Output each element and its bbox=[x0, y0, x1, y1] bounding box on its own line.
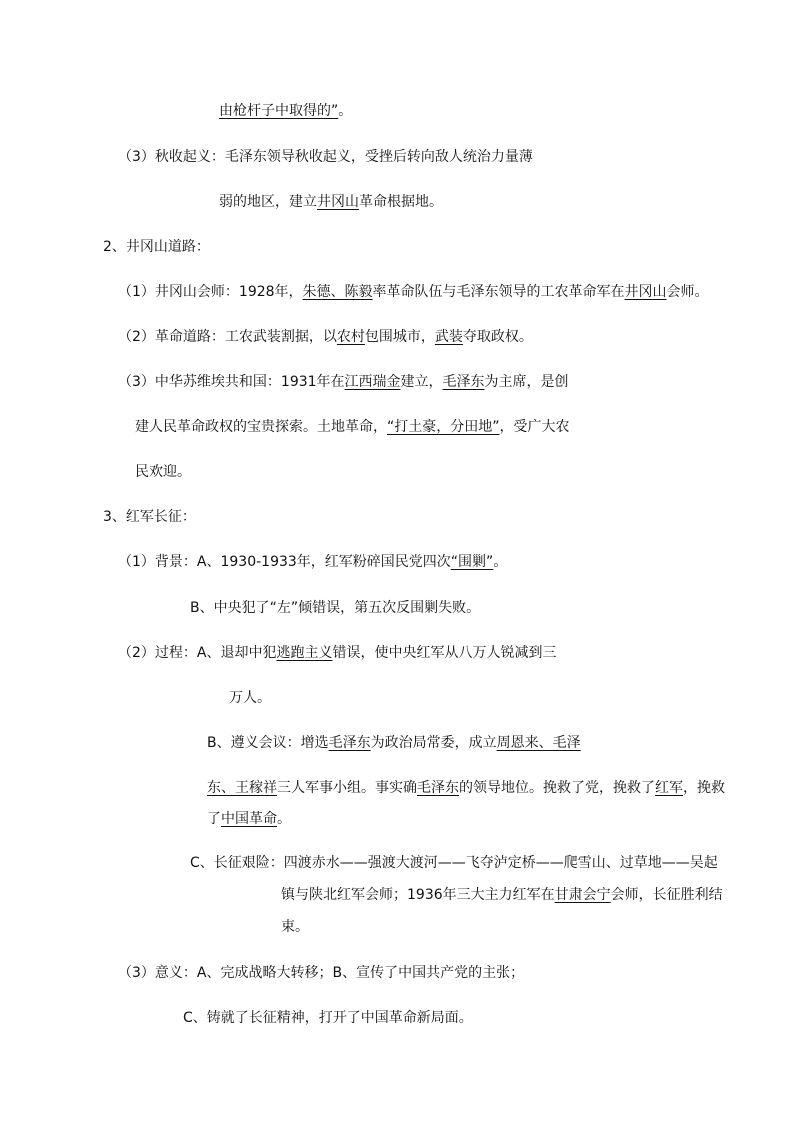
underlined-text: 朱德、陈毅 bbox=[302, 284, 373, 300]
text-segment: 民欢迎。 bbox=[135, 464, 191, 480]
text-segment: （3）秋收起义：毛泽东领导秋收起义，受挫后转向敌人统治力量薄 bbox=[118, 149, 533, 165]
text-line bbox=[135, 417, 570, 437]
underlined-text: 毛泽东 bbox=[442, 374, 485, 390]
text-segment: 建立， bbox=[400, 374, 443, 390]
text-line bbox=[183, 1008, 473, 1028]
text-line bbox=[103, 507, 196, 527]
text-segment: 为政治局常委，成立 bbox=[370, 735, 497, 751]
text-segment: 弱的地区，建立 bbox=[219, 194, 317, 210]
text-segment: 三人军事小组。事实确 bbox=[277, 780, 417, 796]
text-segment: 2、井冈山道路： bbox=[103, 239, 210, 255]
underlined-text: “围剿” bbox=[450, 554, 494, 570]
underlined-text: 井冈山 bbox=[624, 284, 667, 300]
underlined-text: 甘肃会宁 bbox=[554, 887, 611, 903]
text-line bbox=[219, 192, 443, 212]
text-segment: 3、红军长征： bbox=[103, 509, 196, 525]
text-segment: ，受广大农 bbox=[499, 419, 570, 435]
text-segment: 会师。 bbox=[666, 284, 709, 300]
underlined-text: 毛泽东 bbox=[328, 735, 371, 751]
text-line bbox=[103, 237, 210, 257]
text-segment: B、中央犯了“左”倾错误，第五次反围剿失败。 bbox=[190, 600, 481, 616]
text-segment: 万人。 bbox=[229, 690, 271, 706]
text-segment: 错误，使中央红军从八万人锐减到三 bbox=[332, 645, 557, 661]
underlined-text: ” bbox=[331, 103, 339, 119]
text-segment: 率革命队伍与毛泽东领导的工农革命军在 bbox=[372, 284, 625, 300]
text-line bbox=[207, 809, 291, 829]
underlined-text: 红军 bbox=[655, 780, 683, 796]
text-line bbox=[190, 598, 480, 618]
text-segment: （3）中华苏维埃共和国：1931年在 bbox=[118, 374, 345, 390]
underlined-text: “打土豪，分田地” bbox=[387, 419, 500, 435]
underlined-text: 中国革命 bbox=[221, 811, 277, 827]
text-line bbox=[281, 885, 723, 905]
text-segment: 束。 bbox=[281, 919, 309, 935]
text-line bbox=[118, 282, 709, 302]
text-segment: 革命根据地。 bbox=[359, 194, 443, 210]
text-segment: 夺取政权。 bbox=[462, 329, 533, 345]
underlined-text: 由枪杆子中取得的 bbox=[219, 103, 331, 119]
text-segment: （2）革命道路：工农武装割据，以 bbox=[118, 329, 337, 345]
text-line bbox=[118, 327, 533, 347]
text-line bbox=[135, 462, 191, 482]
text-line bbox=[281, 917, 309, 937]
text-line bbox=[219, 101, 352, 121]
text-segment: 。 bbox=[493, 554, 508, 570]
text-segment: （1）井冈山会师：1928年， bbox=[118, 284, 303, 300]
text-segment: （3）意义：A、完成战略大转移；B、宣传了中国共产党的主张； bbox=[118, 965, 525, 981]
underlined-text: 逃跑主义 bbox=[276, 645, 333, 661]
text-segment: 的领导地位。挽救了党，挽救了 bbox=[459, 780, 655, 796]
text-segment: 会师，长征胜利结 bbox=[610, 887, 723, 903]
text-segment: （1）背景：A、1930-1933年，红军粉碎国民党四次 bbox=[118, 554, 451, 570]
text-line bbox=[190, 853, 718, 873]
text-line bbox=[118, 963, 524, 983]
text-line bbox=[118, 372, 569, 392]
text-line bbox=[207, 733, 581, 753]
text-segment: ，挽救 bbox=[683, 780, 725, 796]
underlined-text: 东、王稼祥 bbox=[207, 780, 277, 796]
text-line bbox=[118, 147, 533, 167]
text-segment: 。 bbox=[338, 103, 353, 119]
text-segment: （2）过程：A、退却中犯 bbox=[118, 645, 277, 661]
text-segment: C、铸就了长征精神，打开了中国革命新局面。 bbox=[183, 1010, 473, 1026]
text-line bbox=[229, 688, 271, 708]
underlined-text: 武装 bbox=[434, 329, 463, 345]
text-segment: 包围城市， bbox=[364, 329, 435, 345]
text-segment: B、遵义会议：增选 bbox=[207, 735, 329, 751]
underlined-text: 井冈山 bbox=[317, 194, 359, 210]
underlined-text: 周恩来、毛泽 bbox=[496, 735, 581, 751]
text-line bbox=[118, 552, 507, 572]
underlined-text: 毛泽东 bbox=[417, 780, 459, 796]
underlined-text: 农村 bbox=[336, 329, 365, 345]
text-segment: 建人民革命政权的宝贵探索。土地革命， bbox=[135, 419, 387, 435]
text-segment: C、长征艰险：四渡赤水——强渡大渡河——飞夺泸定桥——爬雪山、过草地——吴起 bbox=[190, 855, 718, 871]
text-segment: 了 bbox=[207, 811, 221, 827]
text-segment: 。 bbox=[277, 811, 291, 827]
underlined-text: 江西瑞金 bbox=[344, 374, 401, 390]
text-line bbox=[207, 778, 725, 798]
text-segment: 为主席，是创 bbox=[484, 374, 569, 390]
text-segment: 镇与陕北红军会师；1936年三大主力红军在 bbox=[281, 887, 555, 903]
text-line bbox=[118, 643, 556, 663]
